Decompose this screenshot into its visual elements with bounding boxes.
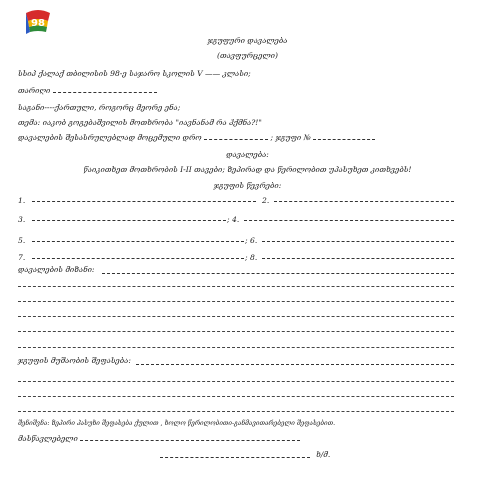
member-number: 2. — [262, 196, 270, 205]
member-number: 1. — [18, 196, 26, 205]
footer-note: შენიშვნა: ზეპირი პასუხი შეფასება ქულით , ხოლო წერილობითი-განმავითარებელი შეფასებით. — [18, 420, 336, 427]
time-blank[interactable] — [204, 133, 268, 140]
member-name-blank[interactable] — [274, 201, 454, 202]
signature-label: ხ/მ. — [316, 450, 331, 459]
member-separator: ; — [227, 215, 230, 224]
member-name-blank[interactable] — [244, 220, 454, 221]
teacher-name-blank[interactable] — [80, 434, 300, 441]
member-separator: ; — [245, 236, 248, 245]
time-group-line — [18, 133, 375, 142]
date-label: თარიღი — [18, 86, 51, 95]
group-label: ; ჯგუფი № — [270, 133, 311, 142]
member-name-blank[interactable] — [262, 258, 454, 259]
group-number-blank[interactable] — [313, 133, 375, 140]
members-heading: ჯგუფის წევრები: — [213, 181, 282, 190]
school-class-line: სსიპ ქალაქ თბილისის 98-ე საჯარო სკოლის V —— კლასი; — [18, 69, 251, 78]
goal-blank-line[interactable] — [102, 273, 454, 274]
subject-line: საგანი----ქართული, როგორც მეორე ენა; — [18, 103, 181, 112]
teacher-label: მასწავლებელი — [18, 434, 78, 443]
grade-blank-line[interactable] — [136, 364, 454, 365]
signature-blank[interactable] — [160, 457, 310, 458]
goal-blank-line[interactable] — [18, 301, 454, 302]
member-number: 8. — [250, 253, 258, 262]
task-heading: დავალება: — [226, 150, 269, 159]
grade-blank-line[interactable] — [18, 396, 454, 397]
member-name-blank[interactable] — [32, 258, 244, 259]
member-number: 5. — [18, 236, 26, 245]
grade-label: ჯგუფის მუშაობის შეფასება: — [18, 356, 131, 365]
member-number: 3. — [18, 215, 26, 224]
member-number: 6. — [250, 236, 258, 245]
date-blank[interactable] — [53, 86, 157, 93]
grade-blank-line[interactable] — [18, 381, 454, 382]
member-name-blank[interactable] — [32, 220, 226, 221]
logo-text: 98 — [31, 18, 45, 29]
task-instruction: წაიკითხეთ მოთხრობის I-II თავები; ზეპირად და წერილობით უპასუხეთ კითხვებს! — [83, 165, 412, 174]
member-number: 7. — [18, 253, 26, 262]
document-title: ჯგუფური დავალება — [207, 36, 288, 45]
member-number: 4. — [232, 215, 240, 224]
teacher-line — [18, 434, 300, 443]
goal-blank-line[interactable] — [18, 347, 454, 348]
document-subtitle: (თავფურცელი) — [217, 51, 278, 60]
school-logo-icon — [24, 9, 52, 35]
goal-blank-line[interactable] — [18, 316, 454, 317]
grade-blank-line[interactable] — [18, 411, 454, 412]
member-name-blank[interactable] — [32, 201, 256, 202]
topic-line: თემა: იაკობ გოგებაშვილის მოთხრობა "იავნანამ რა ჰქმნა?!" — [18, 118, 262, 127]
date-line — [18, 86, 157, 95]
member-name-blank[interactable] — [262, 241, 454, 242]
member-name-blank[interactable] — [32, 241, 244, 242]
time-label: დავალების შესასრულებლად მოცემული დრო — [18, 133, 202, 142]
goal-label: დავალების მიზანი: — [18, 265, 95, 274]
goal-blank-line[interactable] — [18, 286, 454, 287]
goal-blank-line[interactable] — [18, 331, 454, 332]
member-separator: ; — [245, 253, 248, 262]
